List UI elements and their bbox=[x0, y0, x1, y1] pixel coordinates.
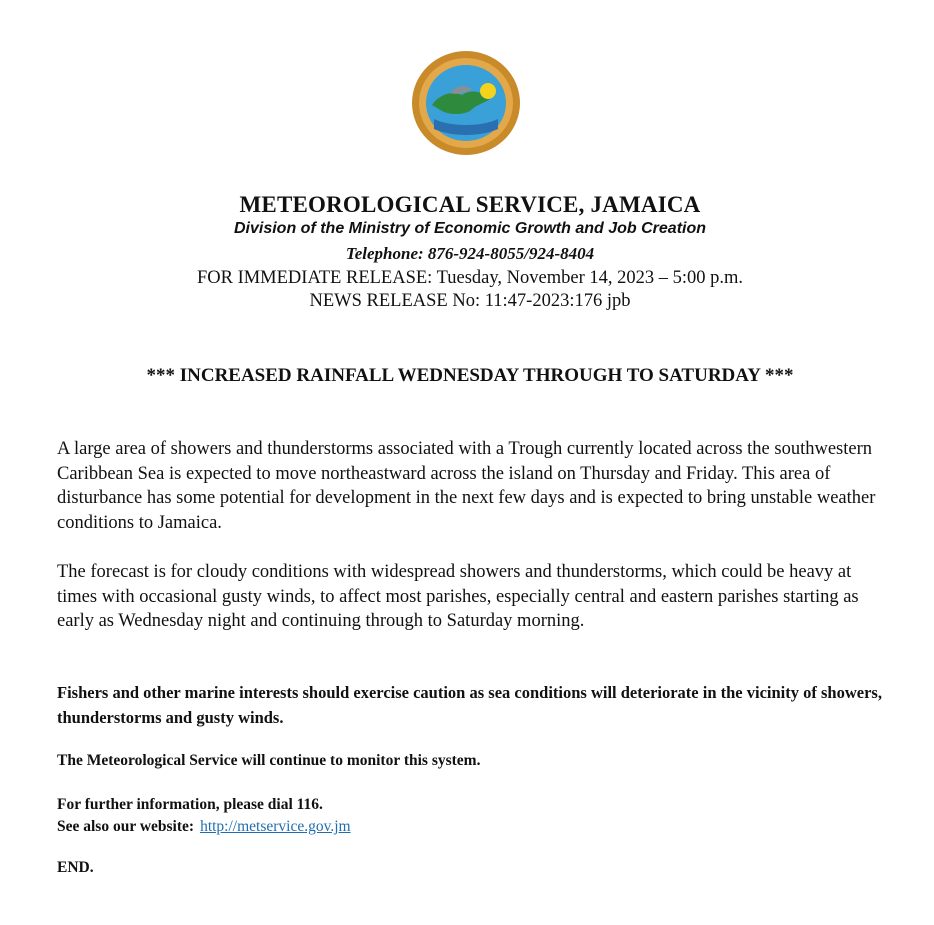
website-link[interactable]: http://metservice.gov.jm bbox=[200, 818, 351, 835]
marine-warning-paragraph: Fishers and other marine interests should exercise caution as sea conditions will deteriorate in the vicinity of showers, thunderstorms and gusty winds. bbox=[57, 683, 882, 727]
further-info-line: For further information, please dial 116. bbox=[57, 796, 323, 813]
website-label: See also our website: bbox=[57, 818, 195, 835]
website-line bbox=[57, 816, 351, 838]
news-release-number: NEWS RELEASE No: 11:47-2023:176 jpb bbox=[309, 291, 631, 311]
body-paragraph-1: A large area of showers and thunderstorms associated with a Trough currently located across the southwestern Caribbean Sea is expected to move northeastward across the island on Thursday and Friday. This area of disturbance has some potential for development in the next few days and is expected to bring unstable weather conditions to Jamaica. bbox=[57, 439, 876, 533]
telephone-line: Telephone: 876-924-8055/924-8404 bbox=[345, 244, 595, 263]
metservice-seal-logo bbox=[410, 49, 522, 157]
division-line: Division of the Ministry of Economic Growth and Job Creation bbox=[233, 220, 707, 237]
organization-name: METEOROLOGICAL SERVICE, JAMAICA bbox=[239, 192, 701, 217]
headline: *** INCREASED RAINFALL WEDNESDAY THROUGH TO SATURDAY *** bbox=[146, 365, 794, 386]
release-date-line: FOR IMMEDIATE RELEASE: Tuesday, November 14, 2023 – 5:00 p.m. bbox=[196, 268, 744, 288]
end-marker: END. bbox=[57, 859, 94, 876]
body-paragraph-2: The forecast is for cloudy conditions with widespread showers and thunderstorms, which could be heavy at times with occasional gusty winds, to affect most parishes, especially central and eastern parishes starting as early as Wednesday night and continuing through to Saturday morning. bbox=[57, 562, 859, 631]
monitor-statement: The Meteorological Service will continue to monitor this system. bbox=[57, 752, 481, 769]
